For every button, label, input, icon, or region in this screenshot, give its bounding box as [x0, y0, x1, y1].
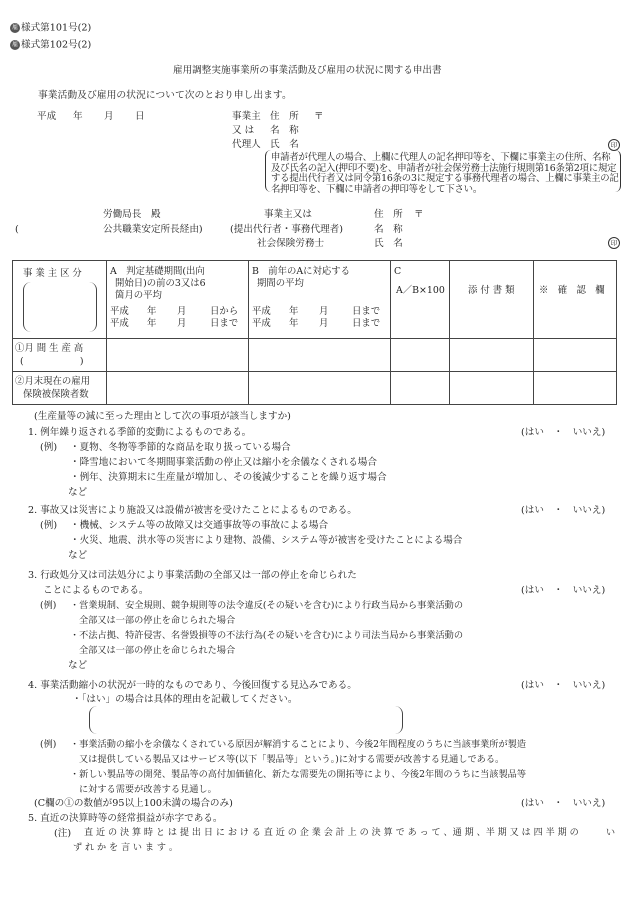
q5-note-label: (注)	[54, 828, 72, 839]
agent-line-2: (提出代行者・事務代理者)	[230, 224, 344, 235]
q3-etc: など	[68, 660, 88, 671]
agent-line-3: 社会保険労務士	[257, 238, 325, 249]
q1-etc: など	[68, 487, 88, 498]
column-c-header: C A／B×100	[391, 261, 450, 339]
q4-yes-no[interactable]: (はい ・ いいえ)	[521, 680, 606, 691]
form-code-102: 雇 様式第102号(2)	[11, 39, 92, 51]
column-a-header: A 判定基礎期間(出向 開始日)の前の3又は6 箇月の平均 平成 年 月 日から 平成 年 月 日まで	[107, 261, 249, 339]
q5-note-line-2: ず れ か を 言 い ま す 。	[73, 843, 178, 853]
q4-example: ・事業活動の縮小を余儀なくされている原因が解消することにより、今後2年間程度のうちに当該事業所が製造	[70, 739, 527, 750]
agent-line-1: 事業主又は	[264, 209, 312, 220]
table-row	[13, 372, 617, 405]
intro-text: 事業活動及び雇用の状況について次のとおり申し出ます。	[38, 90, 292, 101]
applicant-name-label: 名 称	[270, 125, 299, 136]
document-title: 雇用調整実施事業所の事業活動及び雇用の状況に関する申出書	[173, 65, 442, 76]
insured-confirm-cell	[534, 372, 617, 405]
q3-example: 全部又は一部の停止を命じられた場合	[79, 645, 236, 656]
q2-example: ・機械、システム等の故障又は交通事故等の事故による場合	[70, 520, 329, 531]
table-row	[13, 339, 617, 372]
date-month: 月	[104, 111, 114, 122]
q2-yes-no[interactable]: (はい ・ いいえ)	[521, 505, 606, 516]
form-stamp-icon: 雇	[11, 41, 18, 48]
agent-address-label: 住 所	[374, 209, 403, 220]
insured-c-input[interactable]	[391, 372, 450, 405]
q4-example: に対する需要が改善する見通し。	[79, 784, 217, 795]
addressee-line-1: 労働局長 殿	[103, 209, 161, 220]
category-cell: 事 業 主 区 分	[13, 261, 107, 339]
q3-example: 全部又は一部の停止を命じられた場合	[79, 615, 236, 626]
production-attach-input[interactable]	[450, 339, 534, 372]
q1-example: ・例年、決算期末に生産量が増加し、その後減少することを繰り返す場合	[70, 472, 387, 483]
q2-text: 2. 事故又は災害により施設又は設備が被害を受けたことによるものである。	[28, 505, 357, 516]
date-year: 年	[73, 111, 83, 122]
q3-example: ・不法占拠、特許侵害、名誉毀損等の不法行為(その疑いを含む)により司法当局から事業活動の	[70, 630, 464, 641]
q3-text-1: 3. 行政処分又は司法処分により事業活動の全部又は一部の停止を命じられた	[28, 570, 357, 581]
agent-seal-icon: 印	[608, 237, 620, 249]
insured-a-input[interactable]	[107, 372, 249, 405]
applicant-label-2: 又 は	[232, 125, 255, 136]
production-confirm-cell	[534, 339, 617, 372]
row-label-production: ①月 間 生 産 高 ( )	[13, 339, 107, 372]
agent-name-label: 名 称	[374, 224, 403, 235]
addressee-line-2: 公共職業安定所長経由)	[103, 224, 203, 235]
q5-condition: (C欄の①の数値が95以上100未満の場合のみ)	[34, 798, 233, 809]
applicant-label-3: 代理人	[232, 139, 261, 150]
form-code-101: 雇 様式第101号(2)	[11, 22, 92, 34]
q1-example-label: (例)	[40, 442, 58, 453]
production-b-input[interactable]	[249, 339, 391, 372]
q2-etc: など	[68, 550, 88, 561]
insured-attach-input[interactable]	[450, 372, 534, 405]
production-a-input[interactable]	[107, 339, 249, 372]
q2-example: ・火災、地震、洪水等の災害により建物、設備、システム等が被害を受けたことによる場合	[70, 535, 463, 546]
q4-text: 4. 事業活動縮小の状況が一時的なものであり、今後回復する見込みである。	[28, 680, 357, 691]
status-table	[12, 260, 617, 405]
q1-text: 1. 例年繰り返される季節的変動によるものである。	[28, 427, 252, 438]
table-header-row	[13, 261, 617, 339]
q4-example-label: (例)	[40, 739, 57, 750]
q1-example: ・夏物、冬物等季節的な商品を取り扱っている場合	[70, 442, 291, 453]
row-label-insured: ②月末現在の雇用 保険被保険者数	[13, 372, 107, 405]
applicant-person-label: 氏 名	[270, 139, 299, 150]
q3-yes-no[interactable]: (はい ・ いいえ)	[521, 585, 606, 596]
q5-yes-no[interactable]: (はい ・ いいえ)	[521, 798, 606, 809]
q3-example: ・営業規制、安全規則、競争規則等の法令違反(その疑いを含む)により行政当局から事業活動の	[70, 600, 464, 611]
q5-text: 5. 直近の決算時等の経常損益が赤字である。	[28, 813, 223, 824]
category-bracket[interactable]	[23, 282, 97, 332]
form-stamp-icon: 雇	[11, 24, 18, 31]
production-c-input[interactable]	[391, 339, 450, 372]
addressee-open-paren: (	[15, 224, 19, 235]
q3-text-2: ことによるものである。	[43, 585, 149, 596]
column-b-header: B 前年のAに対応する 期間の平均 平成 年 月 日まで 平成 年 月 日まで	[249, 261, 391, 339]
q4-example: 又は提供している製品又はサービス等(以下「製品等」という。)に対する需要が改善する見通しである。	[79, 754, 505, 765]
date-era: 平成	[37, 111, 57, 122]
agent-person-label: 氏 名	[374, 238, 403, 249]
question-intro: (生産量等の減に至った理由として次の事項が該当しますか)	[34, 411, 291, 422]
q2-example-label: (例)	[40, 520, 58, 531]
q4-reason-prompt: ・「はい」の場合は具体的理由を記載してください。	[72, 694, 298, 705]
applicant-address-label: 住 所	[270, 111, 299, 122]
q5-note-line-1: 直 近 の 決 算 時 と は 提 出 日 に お け る 直 近 の 企 業 会 計 上 の 決 算 で あ っ て 、通 期 、半 期 又 は 四 半 期 の い	[84, 828, 616, 838]
insured-b-input[interactable]	[249, 372, 391, 405]
q1-example: ・降雪地において冬期間事業活動の停止又は縮小を余儀なくされる場合	[70, 457, 377, 468]
attachments-header: 添 付 書 類	[450, 261, 534, 339]
q4-reason-input[interactable]	[89, 706, 403, 734]
applicant-label-1: 事業主	[232, 111, 261, 122]
agent-postal-mark: 〒	[414, 209, 424, 220]
q3-example-label: (例)	[40, 600, 57, 611]
q4-example: ・新しい製品等の開発、製品等の高付加価値化、新たな需要先の開拓等により、今後2年間のうちに当該製品等	[70, 769, 527, 780]
confirmation-header: ※ 確 認 欄	[534, 261, 617, 339]
applicant-note: 申請者が代理人の場合、上欄に代理人の記名押印等を、下欄に事業主の住所、名称 及び氏名の記入(押印不要)を、申請者が社会保労務士法施行規則第16条第2項に規定 する提出代行者又は同令第16条の3に規定する事務代理者の場合、上欄に事業主の記 名押印等を、下欄に申請者の押印等をして下さい。	[265, 150, 621, 192]
postal-mark: 〒	[314, 111, 324, 122]
q1-yes-no[interactable]: (はい ・ いいえ)	[521, 427, 606, 438]
seal-icon: 印	[608, 139, 620, 151]
date-day: 日	[135, 111, 145, 122]
